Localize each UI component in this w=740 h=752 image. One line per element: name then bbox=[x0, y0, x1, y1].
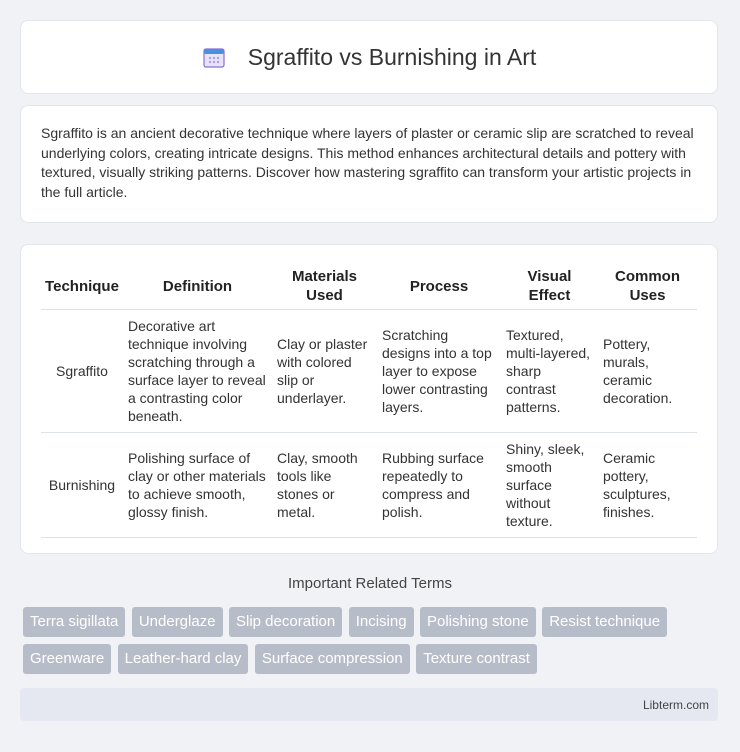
cell-process: Rubbing surface repeatedly to compress and polish. bbox=[377, 433, 501, 538]
comparison-table-card bbox=[20, 244, 718, 554]
related-term-tag[interactable]: Resist technique bbox=[542, 607, 667, 637]
related-term-tag[interactable]: Incising bbox=[349, 607, 414, 637]
cell-common-uses: Pottery, murals, ceramic decoration. bbox=[598, 310, 697, 433]
related-term-tag[interactable]: Greenware bbox=[23, 644, 111, 674]
related-terms-list bbox=[23, 607, 723, 681]
cell-technique: Sgraffito bbox=[41, 310, 123, 433]
related-term-tag[interactable]: Polishing stone bbox=[420, 607, 536, 637]
related-term-tag[interactable]: Texture contrast bbox=[416, 644, 537, 674]
related-terms-title: Important Related Terms bbox=[288, 575, 452, 592]
title-card bbox=[20, 20, 718, 94]
related-term-tag[interactable]: Underglaze bbox=[132, 607, 223, 637]
header-common-uses: Common Uses bbox=[598, 263, 697, 310]
footer-site-link[interactable]: Libterm.com bbox=[642, 698, 709, 712]
cell-visual-effect: Textured, multi-layered, sharp contrast patterns. bbox=[501, 310, 598, 433]
cell-common-uses: Ceramic pottery, sculptures, finishes. bbox=[598, 433, 697, 538]
page-title: Sgraffito vs Burnishing in Art bbox=[247, 43, 537, 70]
header-definition: Definition bbox=[123, 263, 272, 310]
cell-technique: Burnishing bbox=[41, 433, 123, 538]
header-visual-effect: Visual Effect bbox=[501, 263, 598, 310]
related-term-tag[interactable]: Surface compression bbox=[255, 644, 410, 674]
table-header-row bbox=[41, 263, 697, 310]
cell-process: Scratching designs into a top layer to expose lower contrasting layers. bbox=[377, 310, 501, 433]
cell-materials: Clay or plaster with colored slip or underlayer. bbox=[272, 310, 377, 433]
intro-text: Sgraffito is an ancient decorative technique where layers of plaster or ceramic slip are scratched to reveal underlying colors, creating intricate designs. This method enhances architectural details and pottery with textured, visually striking patterns. Discover how mastering sgraffito can transform your artistic projects in the full article. bbox=[41, 125, 694, 200]
cell-definition: Decorative art technique involving scratching through a surface layer to reveal a contrasting color beneath. bbox=[123, 310, 272, 433]
cell-visual-effect: Shiny, sleek, smooth surface without texture. bbox=[501, 433, 598, 538]
calendar-icon bbox=[202, 45, 226, 69]
footer bbox=[20, 688, 718, 721]
related-term-tag[interactable]: Leather-hard clay bbox=[118, 644, 249, 674]
header-process: Process bbox=[377, 263, 501, 310]
cell-definition: Polishing surface of clay or other materials to achieve smooth, glossy finish. bbox=[123, 433, 272, 538]
comparison-table bbox=[41, 263, 697, 538]
related-term-tag[interactable]: Terra sigillata bbox=[23, 607, 125, 637]
table-row bbox=[41, 310, 697, 433]
header-technique: Technique bbox=[41, 263, 123, 310]
intro-card bbox=[20, 105, 718, 223]
related-term-tag[interactable]: Slip decoration bbox=[229, 607, 342, 637]
header-materials: Materials Used bbox=[272, 263, 377, 310]
cell-materials: Clay, smooth tools like stones or metal. bbox=[272, 433, 377, 538]
table-row bbox=[41, 433, 697, 538]
